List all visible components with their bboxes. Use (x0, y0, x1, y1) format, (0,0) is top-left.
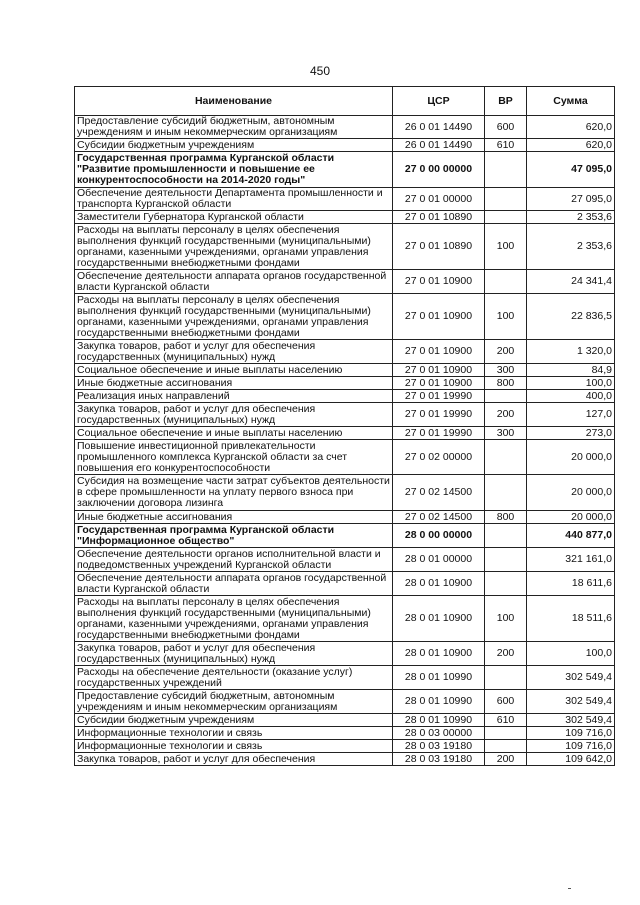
row-vr-cell (485, 666, 527, 690)
row-csr-cell: 27 0 02 00000 (393, 440, 485, 475)
row-name-cell: Повышение инвестиционной привлекательности промышленного комплекса Курганской области за счет повышения его конкурентоспособности (75, 440, 393, 475)
row-vr-cell: 200 (485, 340, 527, 364)
row-vr-cell (485, 211, 527, 224)
row-sum-cell: 18 511,6 (527, 596, 615, 642)
row-sum-cell: 109 642,0 (527, 753, 615, 766)
row-name-cell: Обеспечение деятельности аппарата органов государственной власти Курганской области (75, 572, 393, 596)
row-csr-cell: 27 0 01 19990 (393, 403, 485, 427)
row-vr-cell (485, 548, 527, 572)
table-row (75, 364, 615, 377)
row-sum-cell: 27 095,0 (527, 188, 615, 211)
header-sum: Сумма (527, 87, 615, 116)
row-sum-cell: 321 161,0 (527, 548, 615, 572)
row-csr-cell: 27 0 01 00000 (393, 188, 485, 211)
row-sum-cell: 273,0 (527, 427, 615, 440)
row-name-cell: Расходы на выплаты персоналу в целях обеспечения выполнения функций государственными (муниципальными) органами, казенными учреждениями, органами управления государственными внебюджетными фондами (75, 596, 393, 642)
table-row (75, 548, 615, 572)
row-name-cell: Предоставление субсидий бюджетным, автономным учреждениям и иным некоммерческим организациям (75, 116, 393, 139)
row-name-cell: Государственная программа Курганской области "Информационное общество" (75, 524, 393, 548)
table-row (75, 440, 615, 475)
row-sum-cell: 302 549,4 (527, 690, 615, 714)
page-number: 450 (309, 64, 331, 78)
row-csr-cell: 28 0 01 10990 (393, 666, 485, 690)
page-mark (568, 888, 571, 889)
header-vr: ВР (485, 87, 527, 116)
row-name-cell: Заместители Губернатора Курганской области (75, 211, 393, 224)
row-name-cell: Субсидии бюджетным учреждениям (75, 139, 393, 152)
row-csr-cell: 27 0 01 10900 (393, 340, 485, 364)
row-name-cell: Информационные технологии и связь (75, 740, 393, 753)
row-sum-cell: 440 877,0 (527, 524, 615, 548)
row-vr-cell: 100 (485, 224, 527, 270)
row-name-cell: Закупка товаров, работ и услуг для обеспечения государственных (муниципальных) нужд (75, 642, 393, 666)
row-name-cell: Обеспечение деятельности Департамента промышленности и транспорта Курганской области (75, 188, 393, 211)
row-name-cell: Социальное обеспечение и иные выплаты населению (75, 427, 393, 440)
row-sum-cell: 20 000,0 (527, 440, 615, 475)
row-csr-cell: 27 0 01 10900 (393, 294, 485, 340)
table-row (75, 403, 615, 427)
row-vr-cell (485, 270, 527, 294)
row-sum-cell: 109 716,0 (527, 740, 615, 753)
table-header-row (75, 87, 615, 116)
table-row (75, 511, 615, 524)
row-sum-cell: 22 836,5 (527, 294, 615, 340)
row-sum-cell: 2 353,6 (527, 224, 615, 270)
table-row (75, 753, 615, 766)
row-vr-cell (485, 188, 527, 211)
row-name-cell: Закупка товаров, работ и услуг для обеспечения государственных (муниципальных) нужд (75, 403, 393, 427)
row-vr-cell: 200 (485, 403, 527, 427)
budget-table (74, 86, 615, 766)
table-row (75, 188, 615, 211)
row-sum-cell: 84,9 (527, 364, 615, 377)
row-name-cell: Закупка товаров, работ и услуг для обеспечения государственных (муниципальных) нужд (75, 340, 393, 364)
row-sum-cell: 20 000,0 (527, 511, 615, 524)
table-row (75, 524, 615, 548)
table-row (75, 211, 615, 224)
row-csr-cell: 26 0 01 14490 (393, 139, 485, 152)
row-csr-cell: 28 0 03 00000 (393, 727, 485, 740)
row-vr-cell: 200 (485, 753, 527, 766)
row-vr-cell (485, 740, 527, 753)
row-vr-cell: 600 (485, 116, 527, 139)
row-name-cell: Расходы на выплаты персоналу в целях обеспечения выполнения функций государственными (муниципальными) органами, казенными учреждениями, органами управления государственными внебюджетными фондами (75, 224, 393, 270)
row-name-cell: Субсидия на возмещение части затрат субъектов деятельности в сфере промышленности на уплату первого взноса при заключении договора лизинга (75, 475, 393, 511)
row-name-cell: Субсидии бюджетным учреждениям (75, 714, 393, 727)
row-vr-cell (485, 440, 527, 475)
table-row (75, 727, 615, 740)
table-row (75, 714, 615, 727)
row-csr-cell: 27 0 02 14500 (393, 475, 485, 511)
header-csr: ЦСР (393, 87, 485, 116)
row-vr-cell: 300 (485, 364, 527, 377)
table-row (75, 152, 615, 188)
table-row (75, 690, 615, 714)
table-row (75, 666, 615, 690)
row-sum-cell: 400,0 (527, 390, 615, 403)
row-name-cell: Расходы на выплаты персоналу в целях обеспечения выполнения функций государственными (муниципальными) органами, казенными учреждениями, органами управления государственными внебюджетными фондами (75, 294, 393, 340)
table-row (75, 740, 615, 753)
row-sum-cell: 18 611,6 (527, 572, 615, 596)
row-sum-cell: 109 716,0 (527, 727, 615, 740)
row-vr-cell: 610 (485, 714, 527, 727)
table-row (75, 139, 615, 152)
row-name-cell: Социальное обеспечение и иные выплаты населению (75, 364, 393, 377)
row-csr-cell: 27 0 01 10900 (393, 377, 485, 390)
row-csr-cell: 27 0 00 00000 (393, 152, 485, 188)
row-csr-cell: 27 0 01 10900 (393, 364, 485, 377)
row-sum-cell: 24 341,4 (527, 270, 615, 294)
row-name-cell: Обеспечение деятельности органов исполнительной власти и подведомственных учреждений Курганской области (75, 548, 393, 572)
row-name-cell: Предоставление субсидий бюджетным, автономным учреждениям и иным некоммерческим организациям (75, 690, 393, 714)
row-csr-cell: 27 0 01 10900 (393, 270, 485, 294)
row-csr-cell: 28 0 03 19180 (393, 753, 485, 766)
row-csr-cell: 28 0 00 00000 (393, 524, 485, 548)
row-csr-cell: 27 0 01 10890 (393, 211, 485, 224)
header-name: Наименование (75, 87, 393, 116)
row-name-cell: Иные бюджетные ассигнования (75, 377, 393, 390)
row-sum-cell: 302 549,4 (527, 666, 615, 690)
table-body (75, 116, 615, 766)
row-sum-cell: 100,0 (527, 642, 615, 666)
row-vr-cell: 200 (485, 642, 527, 666)
row-vr-cell (485, 572, 527, 596)
row-vr-cell: 600 (485, 690, 527, 714)
row-vr-cell (485, 727, 527, 740)
row-name-cell: Расходы на обеспечение деятельности (оказание услуг) государственных учреждений (75, 666, 393, 690)
row-sum-cell: 302 549,4 (527, 714, 615, 727)
row-vr-cell: 100 (485, 596, 527, 642)
row-name-cell: Обеспечение деятельности аппарата органов государственной власти Курганской области (75, 270, 393, 294)
table-row (75, 642, 615, 666)
row-csr-cell: 28 0 01 10990 (393, 714, 485, 727)
row-sum-cell: 1 320,0 (527, 340, 615, 364)
row-csr-cell: 28 0 01 00000 (393, 548, 485, 572)
row-sum-cell: 47 095,0 (527, 152, 615, 188)
row-sum-cell: 100,0 (527, 377, 615, 390)
row-csr-cell: 27 0 01 19990 (393, 427, 485, 440)
table-row (75, 116, 615, 139)
row-csr-cell: 28 0 01 10900 (393, 572, 485, 596)
table-row (75, 340, 615, 364)
table-row (75, 572, 615, 596)
row-csr-cell: 27 0 01 19990 (393, 390, 485, 403)
row-name-cell: Государственная программа Курганской области "Развитие промышленности и повышение ее конкурентоспособности на 2014-2020 годы" (75, 152, 393, 188)
table-row (75, 427, 615, 440)
table-row (75, 294, 615, 340)
row-name-cell: Закупка товаров, работ и услуг для обеспечения (75, 753, 393, 766)
row-vr-cell (485, 524, 527, 548)
table-row (75, 224, 615, 270)
table-row (75, 475, 615, 511)
row-sum-cell: 127,0 (527, 403, 615, 427)
row-csr-cell: 27 0 01 10890 (393, 224, 485, 270)
row-csr-cell: 28 0 01 10990 (393, 690, 485, 714)
table-row (75, 390, 615, 403)
row-name-cell: Реализация иных направлений (75, 390, 393, 403)
row-vr-cell: 800 (485, 511, 527, 524)
row-name-cell: Иные бюджетные ассигнования (75, 511, 393, 524)
table-row (75, 270, 615, 294)
row-vr-cell: 100 (485, 294, 527, 340)
row-csr-cell: 26 0 01 14490 (393, 116, 485, 139)
row-vr-cell: 610 (485, 139, 527, 152)
row-csr-cell: 28 0 03 19180 (393, 740, 485, 753)
row-sum-cell: 2 353,6 (527, 211, 615, 224)
row-name-cell: Информационные технологии и связь (75, 727, 393, 740)
table-row (75, 596, 615, 642)
row-vr-cell (485, 390, 527, 403)
row-sum-cell: 620,0 (527, 139, 615, 152)
row-sum-cell: 620,0 (527, 116, 615, 139)
row-csr-cell: 28 0 01 10900 (393, 642, 485, 666)
table-row (75, 377, 615, 390)
row-vr-cell: 800 (485, 377, 527, 390)
row-csr-cell: 27 0 02 14500 (393, 511, 485, 524)
row-vr-cell (485, 475, 527, 511)
row-sum-cell: 20 000,0 (527, 475, 615, 511)
row-vr-cell (485, 152, 527, 188)
row-csr-cell: 28 0 01 10900 (393, 596, 485, 642)
row-vr-cell: 300 (485, 427, 527, 440)
